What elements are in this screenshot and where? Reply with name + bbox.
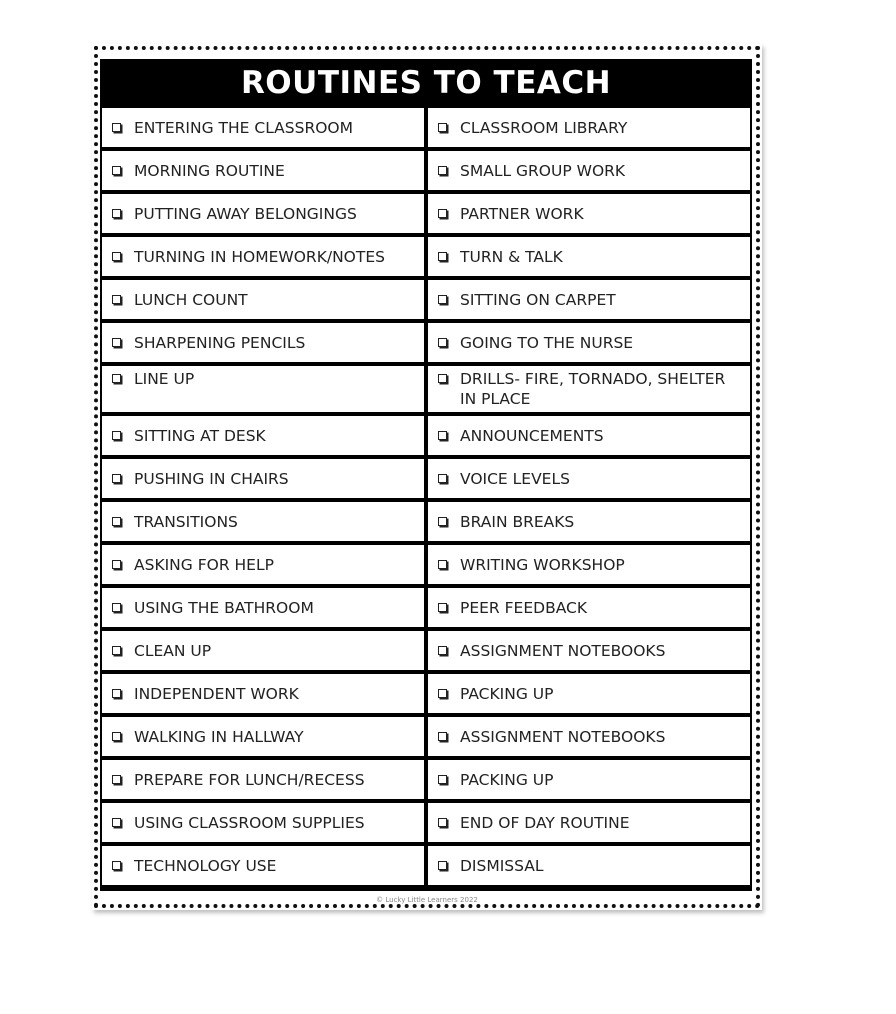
checklist-item-label: INDEPENDENT WORK xyxy=(134,684,299,703)
checklist-item xyxy=(428,459,750,498)
page-title: ROUTINES TO TEACH xyxy=(100,59,752,106)
checkbox-icon[interactable] xyxy=(438,517,447,526)
checkbox-icon[interactable] xyxy=(112,560,121,569)
checklist-item-label: SITTING ON CARPET xyxy=(460,290,616,309)
checkbox-icon[interactable] xyxy=(112,775,121,784)
checkbox-icon[interactable] xyxy=(112,646,121,655)
checklist-item xyxy=(102,631,424,670)
checklist-item-label: WRITING WORKSHOP xyxy=(460,555,625,574)
checklist-item xyxy=(102,502,424,541)
checklist-item-label: PUTTING AWAY BELONGINGS xyxy=(134,204,357,223)
checkbox-icon[interactable] xyxy=(438,166,447,175)
checkbox-icon[interactable] xyxy=(438,775,447,784)
checkbox-icon[interactable] xyxy=(438,861,447,870)
checklist-item xyxy=(102,280,424,319)
checklist-item xyxy=(102,760,424,799)
checkbox-icon[interactable] xyxy=(438,374,447,383)
checkbox-icon[interactable] xyxy=(112,166,121,175)
copyright-footer: © Lucky Little Learners 2022 xyxy=(376,896,478,904)
checklist-item xyxy=(428,588,750,627)
checklist-item-label: DISMISSAL xyxy=(460,856,544,875)
checkbox-icon[interactable] xyxy=(438,560,447,569)
checklist-item xyxy=(102,237,424,276)
checkbox-icon[interactable] xyxy=(438,603,447,612)
checkbox-icon[interactable] xyxy=(112,338,121,347)
checklist-item xyxy=(428,416,750,455)
checklist-item-label: WALKING IN HALLWAY xyxy=(134,727,304,746)
checkbox-icon[interactable] xyxy=(112,295,121,304)
checklist-item-label: GOING TO THE NURSE xyxy=(460,333,634,352)
checkbox-icon[interactable] xyxy=(438,295,447,304)
checklist-item-label: DRILLS- FIRE, TORNADO, SHELTER IN PLACE xyxy=(460,370,726,408)
worksheet-page xyxy=(92,44,762,910)
checklist-item-label: SMALL GROUP WORK xyxy=(460,161,626,180)
checklist-item-label: PUSHING IN CHAIRS xyxy=(134,469,289,488)
checklist-item xyxy=(102,416,424,455)
checklist-item xyxy=(428,194,750,233)
checklist-item xyxy=(428,108,750,147)
checklist-item-label: PREPARE FOR LUNCH/RECESS xyxy=(134,770,365,789)
checklist-item xyxy=(428,237,750,276)
checklist-item xyxy=(102,674,424,713)
checkbox-icon[interactable] xyxy=(438,689,447,698)
checklist-item xyxy=(102,194,424,233)
checklist-item xyxy=(102,717,424,756)
checklist-item-label: TURN & TALK xyxy=(460,247,563,266)
checklist-item xyxy=(428,760,750,799)
checklist-item-label: BRAIN BREAKS xyxy=(460,512,575,531)
checkbox-icon[interactable] xyxy=(438,431,447,440)
checklist-item xyxy=(102,323,424,362)
checkbox-icon[interactable] xyxy=(438,209,447,218)
checklist-item-label: LINE UP xyxy=(134,370,195,388)
checklist-item xyxy=(102,459,424,498)
checklist-item-label: SITTING AT DESK xyxy=(134,426,266,445)
checklist-item-label: CLASSROOM LIBRARY xyxy=(460,118,628,137)
checklist-item xyxy=(428,803,750,842)
routines-table xyxy=(100,106,752,891)
checklist-item xyxy=(428,846,750,885)
checkbox-icon[interactable] xyxy=(112,209,121,218)
checklist-item-label: USING CLASSROOM SUPPLIES xyxy=(134,813,365,832)
checkbox-icon[interactable] xyxy=(112,252,121,261)
checkbox-icon[interactable] xyxy=(438,123,447,132)
checklist-item-label: CLEAN UP xyxy=(134,641,212,660)
checklist-item xyxy=(102,588,424,627)
checklist-item xyxy=(428,502,750,541)
checkbox-icon[interactable] xyxy=(438,252,447,261)
checkbox-icon[interactable] xyxy=(112,431,121,440)
checkbox-icon[interactable] xyxy=(438,732,447,741)
checklist-item xyxy=(428,545,750,584)
checklist-item-label: USING THE BATHROOM xyxy=(134,598,314,617)
checklist-item-label: PACKING UP xyxy=(460,684,554,703)
checklist-item xyxy=(428,366,750,412)
checklist-item-label: TECHNOLOGY USE xyxy=(134,856,277,875)
checkbox-icon[interactable] xyxy=(438,818,447,827)
checklist-item xyxy=(102,803,424,842)
checkbox-icon[interactable] xyxy=(112,123,121,132)
checkbox-icon[interactable] xyxy=(112,474,121,483)
checklist-item-label: ASKING FOR HELP xyxy=(134,555,274,574)
checkbox-icon[interactable] xyxy=(112,374,121,383)
checklist-item xyxy=(102,108,424,147)
checklist-item xyxy=(428,151,750,190)
checklist-item-label: TURNING IN HOMEWORK/NOTES xyxy=(134,247,385,266)
checklist-item-label: PEER FEEDBACK xyxy=(460,598,588,617)
checkbox-icon[interactable] xyxy=(112,861,121,870)
checkbox-icon[interactable] xyxy=(438,474,447,483)
checklist-item-label: ENTERING THE CLASSROOM xyxy=(134,118,354,137)
checkbox-icon[interactable] xyxy=(438,338,447,347)
checklist-item-label: LUNCH COUNT xyxy=(134,290,248,309)
checklist-item xyxy=(102,151,424,190)
checklist-item xyxy=(428,717,750,756)
checkbox-icon[interactable] xyxy=(112,517,121,526)
checklist-item-label: SHARPENING PENCILS xyxy=(134,333,306,352)
checklist-item-label: PACKING UP xyxy=(460,770,554,789)
checklist-item xyxy=(102,366,424,412)
checklist-item-label: TRANSITIONS xyxy=(134,512,238,531)
checkbox-icon[interactable] xyxy=(438,646,447,655)
checklist-item xyxy=(102,545,424,584)
checklist-item-label: VOICE LEVELS xyxy=(460,469,570,488)
checkbox-icon[interactable] xyxy=(112,818,121,827)
checklist-item xyxy=(428,631,750,670)
checklist-item xyxy=(428,674,750,713)
checklist-item-label: ASSIGNMENT NOTEBOOKS xyxy=(460,727,666,746)
checklist-item xyxy=(428,280,750,319)
checkbox-icon[interactable] xyxy=(112,603,121,612)
checkbox-icon[interactable] xyxy=(112,732,121,741)
checklist-item xyxy=(428,323,750,362)
checklist-item xyxy=(102,846,424,885)
checklist-item-label: ANNOUNCEMENTS xyxy=(460,426,604,445)
checklist-item-label: PARTNER WORK xyxy=(460,204,584,223)
checklist-item-label: END OF DAY ROUTINE xyxy=(460,813,630,832)
checklist-item-label: MORNING ROUTINE xyxy=(134,161,285,180)
checkbox-icon[interactable] xyxy=(112,689,121,698)
checklist-item-label: ASSIGNMENT NOTEBOOKS xyxy=(460,641,666,660)
